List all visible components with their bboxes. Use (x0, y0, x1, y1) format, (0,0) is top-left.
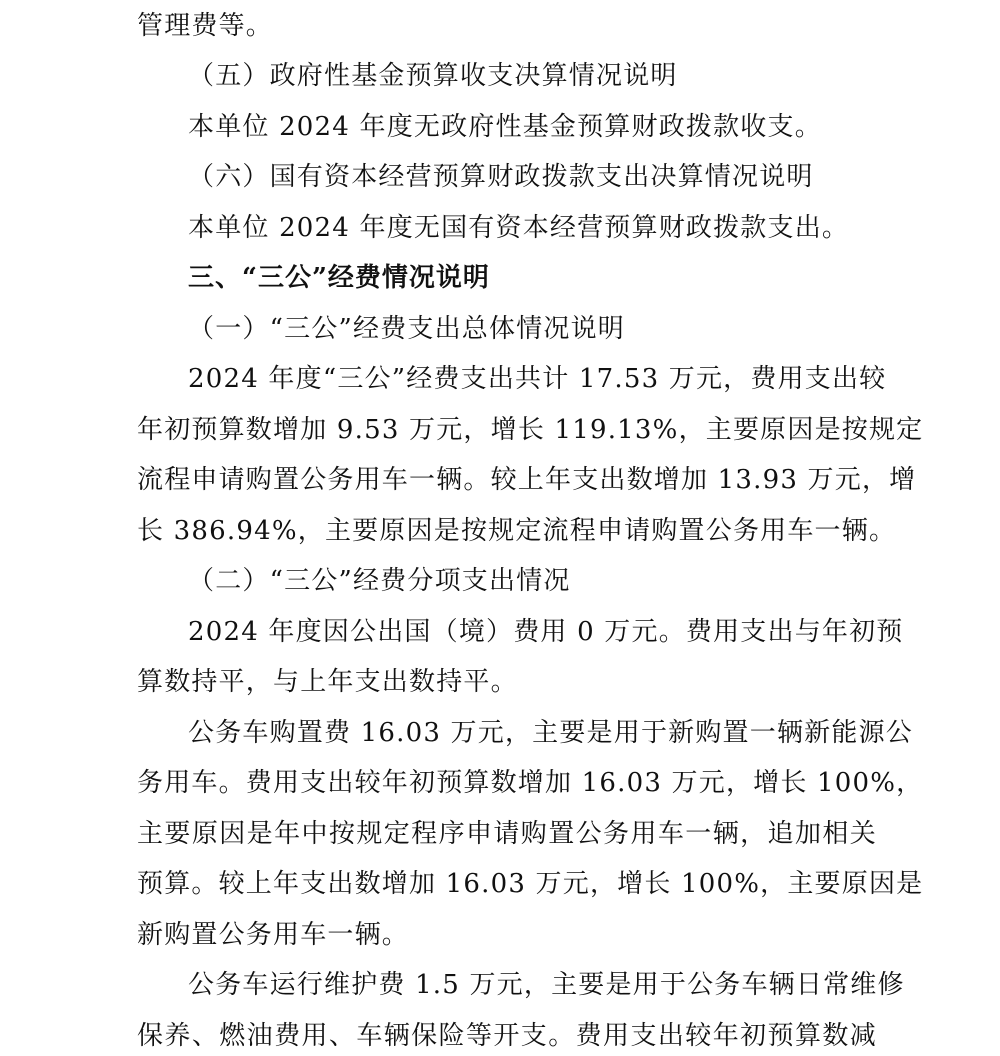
paragraph-state-capital: 本单位 2024 年度无国有资本经营预算财政拨款支出。 (188, 213, 850, 243)
paragraph-overall-line-1: 2024 年度“三公”经费支出共计 17.53 万元，费用支出较 (188, 364, 887, 394)
paragraph-overall-line-3: 流程申请购置公务用车一辆。较上年支出数增加 13.93 万元，增 (137, 465, 917, 495)
paragraph-abroad-line-1: 2024 年度因公出国（境）费用 0 万元。费用支出与年初预 (188, 617, 904, 647)
paragraph-government-fund: 本单位 2024 年度无政府性基金预算财政拨款收支。 (188, 112, 822, 142)
paragraph-vehicle-purchase-line-5: 新购置公务用车一辆。 (137, 920, 410, 950)
section-heading-government-fund: （五）政府性基金预算收支决算情况说明 (188, 61, 678, 91)
subheading-overall-spending: （一）“三公”经费支出总体情况说明 (188, 314, 625, 344)
paragraph-overall-line-4: 长 386.94%，主要原因是按规定流程申请购置公务用车一辆。 (137, 516, 897, 546)
paragraph-vehicle-maintenance-line-2: 保养、燃油费用、车辆保险等开支。费用支出较年初预算数减 (137, 1021, 877, 1051)
paragraph-overall-line-2: 年初预算数增加 9.53 万元，增长 119.13%，主要原因是按规定 (137, 415, 924, 445)
paragraph-vehicle-maintenance-line-1: 公务车运行维护费 1.5 万元，主要是用于公务车辆日常维修 (188, 970, 905, 1000)
paragraph-vehicle-purchase-line-2: 务用车。费用支出较年初预算数增加 16.03 万元，增长 100%， (137, 768, 924, 798)
paragraph-vehicle-purchase-line-1: 公务车购置费 16.03 万元，主要是用于新购置一辆新能源公 (188, 718, 913, 748)
text-line-management-fees: 管理费等。 (137, 11, 274, 41)
paragraph-vehicle-purchase-line-4: 预算。较上年支出数增加 16.03 万元，增长 100%，主要原因是 (137, 869, 924, 899)
paragraph-abroad-line-2: 算数持平，与上年支出数持平。 (137, 667, 518, 697)
section-heading-state-capital: （六）国有资本经营预算财政拨款支出决算情况说明 (188, 162, 814, 192)
subheading-itemized-spending: （二）“三公”经费分项支出情况 (188, 566, 571, 596)
main-heading-three-public: 三、“三公”经费情况说明 (188, 263, 490, 293)
paragraph-vehicle-purchase-line-3: 主要原因是年中按规定程序申请购置公务用车一辆，追加相关 (137, 819, 877, 849)
